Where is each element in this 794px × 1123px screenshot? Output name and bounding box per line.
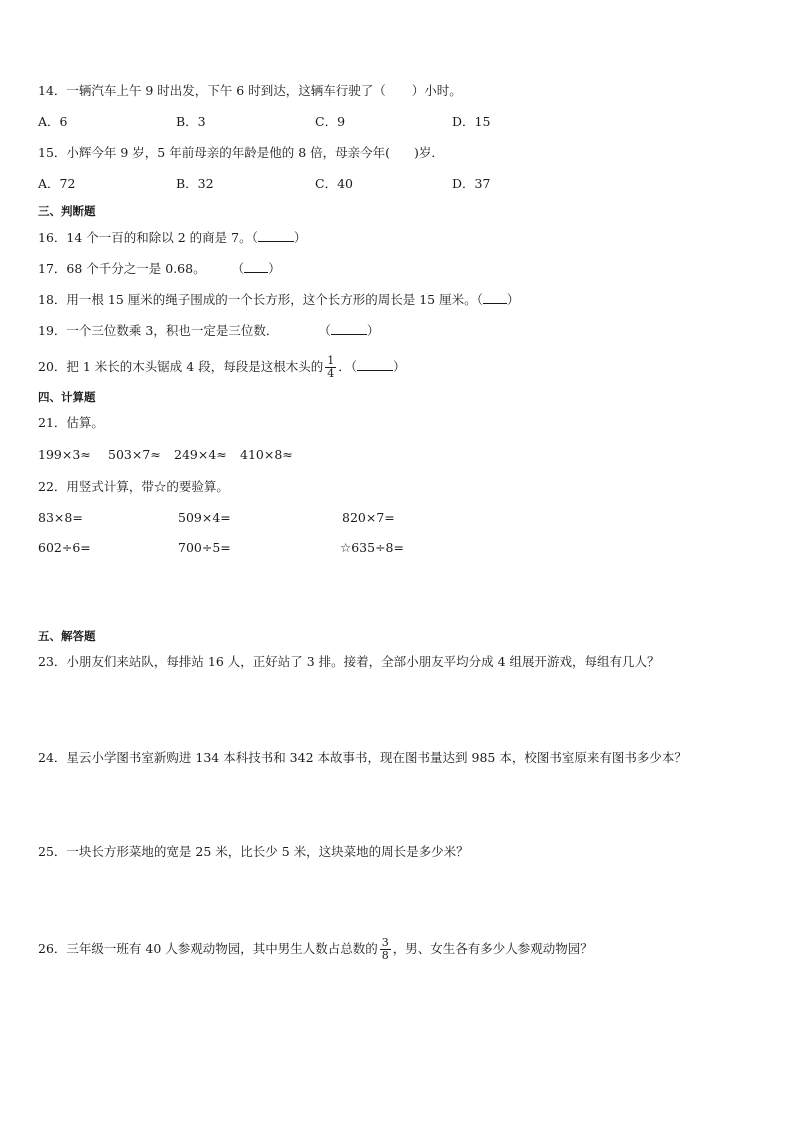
q14-option-b: B．3 (176, 114, 206, 129)
calc-item: 602÷6= (38, 540, 91, 555)
question-19: 19．一个三位数乘 3，积也一定是三位数． （ ） (38, 323, 380, 338)
q15-option-d: D．37 (452, 176, 491, 191)
question-26: 26．三年级一班有 40 人参观动物园，其中男生人数占总数的 $\frac{3}{8}$ ，男、女生各有多少人参观动物园？ (38, 936, 593, 962)
question-21-title: 21．估算。 (38, 415, 104, 430)
question-24: 24．星云小学图书室新购进 134 本科技书和 342 本故事书，现在图书量达到 985 本，校图书室原来有图书多少本？ (38, 750, 687, 765)
calc-item: 83×8= (38, 510, 83, 525)
estimate-item: 410×8≈ (240, 447, 293, 462)
question-18: 18．用一根 15 厘米的绳子围成的一个长方形，这个长方形的周长是 15 厘米。（ ） (38, 292, 520, 307)
answer-blank[interactable] (483, 290, 507, 304)
q15-option-b: B．32 (176, 176, 214, 191)
q15-option-a: A．72 (38, 176, 76, 191)
answer-blank[interactable] (357, 357, 393, 371)
q15-option-c: C．40 (315, 176, 353, 191)
estimate-item: 249×4≈ (174, 447, 227, 462)
calc-item: 509×4= (178, 510, 231, 525)
answer-blank[interactable] (331, 321, 367, 335)
fraction-one-quarter: $\frac{1}{4}$ (327, 354, 335, 380)
section-title-word-problems: 五、解答题 (38, 629, 96, 643)
question-14: 14．一辆汽车上午 9 时出发，下午 6 时到达，这辆车行驶了（ ）小时。 (38, 83, 462, 98)
section-title-calculation: 四、计算题 (38, 390, 96, 404)
q14-option-c: C．9 (315, 114, 346, 129)
calc-item: 700÷5= (178, 540, 231, 555)
question-20: 20．把 1 米长的木头锯成 4 段，每段是这根木头的 $\frac{1}{4}$ ．（ ） (38, 354, 406, 380)
calc-item: 820×7= (342, 510, 395, 525)
question-25: 25．一块长方形菜地的宽是 25 米，比长少 5 米，这块菜地的周长是多少米？ (38, 844, 469, 859)
estimate-item: 199×3≈ (38, 447, 91, 462)
q14-option-d: D．15 (452, 114, 491, 129)
question-16: 16．14 个一百的和除以 2 的商是 7。（ ） (38, 230, 307, 245)
question-17: 17．68 个千分之一是 0.68。 （ ） (38, 261, 281, 276)
question-22-title: 22．用竖式计算，带☆的要验算。 (38, 479, 229, 494)
q14-option-a: A．6 (38, 114, 68, 129)
estimate-item: 503×7≈ (108, 447, 161, 462)
question-23: 23．小朋友们来站队，每排站 16 人，正好站了 3 排。接着，全部小朋友平均分成 4 组展开游戏，每组有几人？ (38, 654, 660, 669)
calc-item: ☆635÷8= (340, 540, 404, 555)
question-15: 15．小辉今年 9 岁，5 年前母亲的年龄是他的 8 倍，母亲今年( )岁． (38, 145, 444, 160)
section-title-judgment: 三、判断题 (38, 204, 96, 218)
fraction-three-eighths: $\frac{3}{8}$ (381, 936, 389, 962)
answer-blank[interactable] (244, 259, 268, 273)
answer-blank[interactable] (258, 228, 294, 242)
